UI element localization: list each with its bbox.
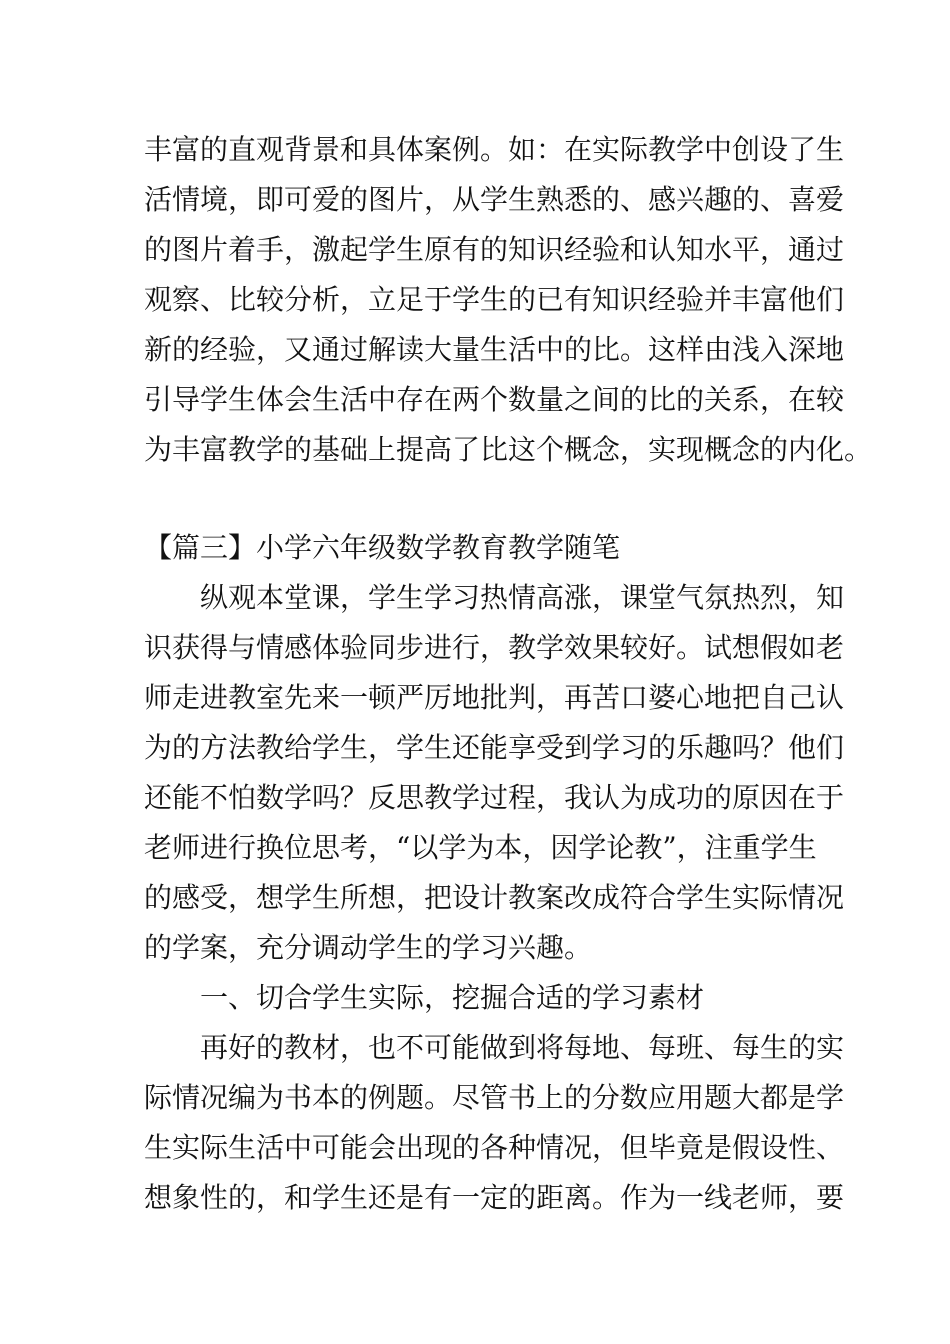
paragraph-3-line: 生实际生活中可能会出现的各种情况，但毕竟是假设性、 xyxy=(144,1131,845,1164)
paragraph-1-line: 新的经验，又通过解读大量生活中的比。这样由浅入深地 xyxy=(144,333,845,366)
paragraph-2-line: 老师进行换位思考，“以学为本，因学论教”，注重学生 xyxy=(144,831,817,864)
subheading: 一、切合学生实际，挖掘合适的学习素材 xyxy=(200,981,705,1014)
paragraph-1-line: 引导学生体会生活中存在两个数量之间的比的关系，在较 xyxy=(144,383,845,416)
paragraph-1-line: 丰富的直观背景和具体案例。如：在实际教学中创设了生 xyxy=(144,133,845,166)
paragraph-2-line: 识获得与情感体验同步进行，教学效果较好。试想假如老 xyxy=(144,631,845,664)
paragraph-3-line: 想象性的，和学生还是有一定的距离。作为一线老师，要 xyxy=(144,1181,845,1214)
paragraph-2-line: 为的方法教给学生，学生还能享受到学习的乐趣吗？他们 xyxy=(144,731,845,764)
paragraph-2-line: 的感受，想学生所想，把设计教案改成符合学生实际情况 xyxy=(144,881,845,914)
paragraph-2-line: 还能不怕数学吗？反思教学过程，我认为成功的原因在于 xyxy=(144,781,845,814)
section-heading: 【篇三】小学六年级数学教育教学随笔 xyxy=(144,531,621,564)
paragraph-2-line: 的学案，充分调动学生的学习兴趣。 xyxy=(144,931,593,964)
paragraph-2-line: 师走进教室先来一顿严厉地批判，再苦口婆心地把自己认 xyxy=(144,681,845,714)
paragraph-3-line: 再好的教材，也不可能做到将每地、每班、每生的实 xyxy=(200,1031,845,1064)
paragraph-3-line: 际情况编为书本的例题。尽管书上的分数应用题大都是学 xyxy=(144,1081,845,1114)
paragraph-1-line: 观察、比较分析，立足于学生的已有知识经验并丰富他们 xyxy=(144,283,845,316)
paragraph-1-line: 的图片着手，激起学生原有的知识经验和认知水平，通过 xyxy=(144,233,845,266)
paragraph-2-line: 纵观本堂课，学生学习热情高涨，课堂气氛热烈，知 xyxy=(200,581,845,614)
paragraph-1-line: 为丰富教学的基础上提高了比这个概念，实现概念的内化。 xyxy=(144,433,873,466)
paragraph-1-line: 活情境，即可爱的图片，从学生熟悉的、感兴趣的、喜爱 xyxy=(144,183,845,216)
